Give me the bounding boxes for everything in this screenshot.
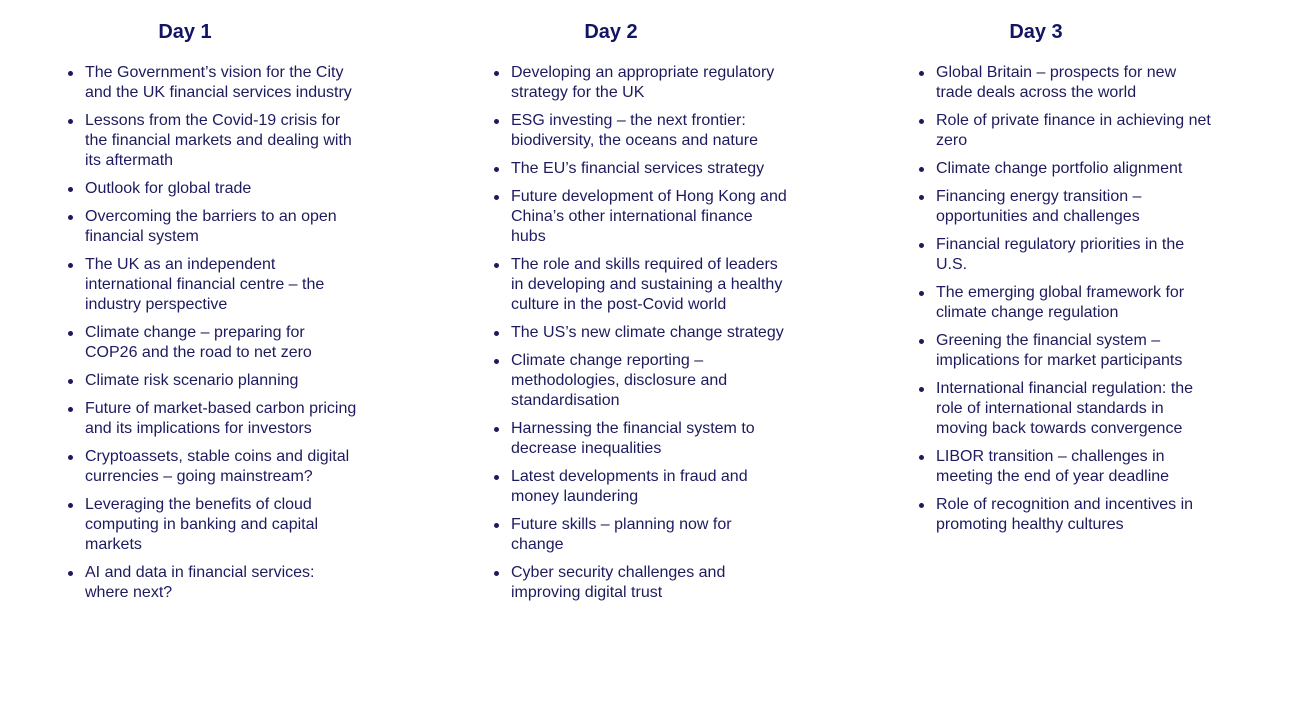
day-2-title: Day 2 [584, 21, 638, 43]
list-item: Latest developments in fraud and money laundering [486, 467, 788, 507]
bullet-icon [68, 379, 73, 384]
bullet-icon [919, 339, 924, 344]
list-item: Climate change reporting – methodologies, disclosure and standardisation [486, 351, 788, 411]
bullet-icon [494, 195, 499, 200]
bullet-icon [494, 167, 499, 172]
list-item: The UK as an independent international financial centre – the industry perspective [60, 255, 360, 315]
list-item: LIBOR transition – challenges in meeting the end of year deadline [911, 447, 1216, 487]
list-item: Future skills – planning now for change [486, 515, 788, 555]
bullet-icon [919, 167, 924, 172]
bullet-icon [68, 215, 73, 220]
bullet-icon [919, 119, 924, 124]
list-item: Greening the financial system – implications for market participants [911, 331, 1216, 371]
bullet-icon [68, 187, 73, 192]
bullet-icon [68, 119, 73, 124]
list-item: International financial regulation: the role of international standards in moving back towards convergence [911, 379, 1216, 439]
list-item: Overcoming the barriers to an open financial system [60, 207, 360, 247]
list-item: Financing energy transition – opportunities and challenges [911, 187, 1216, 227]
list-item: Harnessing the financial system to decrease inequalities [486, 419, 788, 459]
list-item: Cryptoassets, stable coins and digital currencies – going mainstream? [60, 447, 360, 487]
bullet-icon [494, 359, 499, 364]
bullet-icon [919, 71, 924, 76]
list-item: Leveraging the benefits of cloud computing in banking and capital markets [60, 495, 360, 555]
day-1-topic-list [60, 63, 360, 611]
list-item: Future of market-based carbon pricing and its implications for investors [60, 399, 360, 439]
bullet-icon [68, 571, 73, 576]
bullet-icon [494, 571, 499, 576]
day-3-topic-list [911, 63, 1216, 543]
list-item: Climate risk scenario planning [60, 371, 360, 391]
list-item: Global Britain – prospects for new trade deals across the world [911, 63, 1216, 103]
bullet-icon [68, 503, 73, 508]
list-item: Climate change portfolio alignment [911, 159, 1216, 179]
bullet-icon [68, 263, 73, 268]
bullet-icon [68, 407, 73, 412]
bullet-icon [919, 387, 924, 392]
bullet-icon [494, 475, 499, 480]
list-item: The role and skills required of leaders in developing and sustaining a healthy culture in the post-Covid world [486, 255, 788, 315]
list-item: AI and data in financial services: where next? [60, 563, 360, 603]
bullet-icon [494, 263, 499, 268]
list-item: Developing an appropriate regulatory strategy for the UK [486, 63, 788, 103]
bullet-icon [494, 331, 499, 336]
bullet-icon [68, 455, 73, 460]
bullet-icon [68, 331, 73, 336]
bullet-icon [494, 427, 499, 432]
list-item: Cyber security challenges and improving digital trust [486, 563, 788, 603]
list-item: The emerging global framework for climate change regulation [911, 283, 1216, 323]
day-1-title: Day 1 [158, 21, 212, 43]
list-item: The Government’s vision for the City and the UK financial services industry [60, 63, 360, 103]
bullet-icon [919, 195, 924, 200]
list-item: Outlook for global trade [60, 179, 360, 199]
list-item: Lessons from the Covid-19 crisis for the financial markets and dealing with its aftermath [60, 111, 360, 171]
list-item: The EU’s financial services strategy [486, 159, 788, 179]
list-item: ESG investing – the next frontier: biodiversity, the oceans and nature [486, 111, 788, 151]
bullet-icon [919, 455, 924, 460]
day-2-topic-list [486, 63, 788, 611]
bullet-icon [494, 119, 499, 124]
bullet-icon [494, 523, 499, 528]
list-item: Role of recognition and incentives in promoting healthy cultures [911, 495, 1216, 535]
list-item: Financial regulatory priorities in the U.S. [911, 235, 1216, 275]
list-item: Climate change – preparing for COP26 and the road to net zero [60, 323, 360, 363]
bullet-icon [68, 71, 73, 76]
list-item: Future development of Hong Kong and China’s other international finance hubs [486, 187, 788, 247]
bullet-icon [919, 243, 924, 248]
list-item: Role of private finance in achieving net zero [911, 111, 1216, 151]
day-3-title: Day 3 [1009, 21, 1063, 43]
list-item: The US’s new climate change strategy [486, 323, 788, 343]
bullet-icon [919, 503, 924, 508]
bullet-icon [919, 291, 924, 296]
bullet-icon [494, 71, 499, 76]
